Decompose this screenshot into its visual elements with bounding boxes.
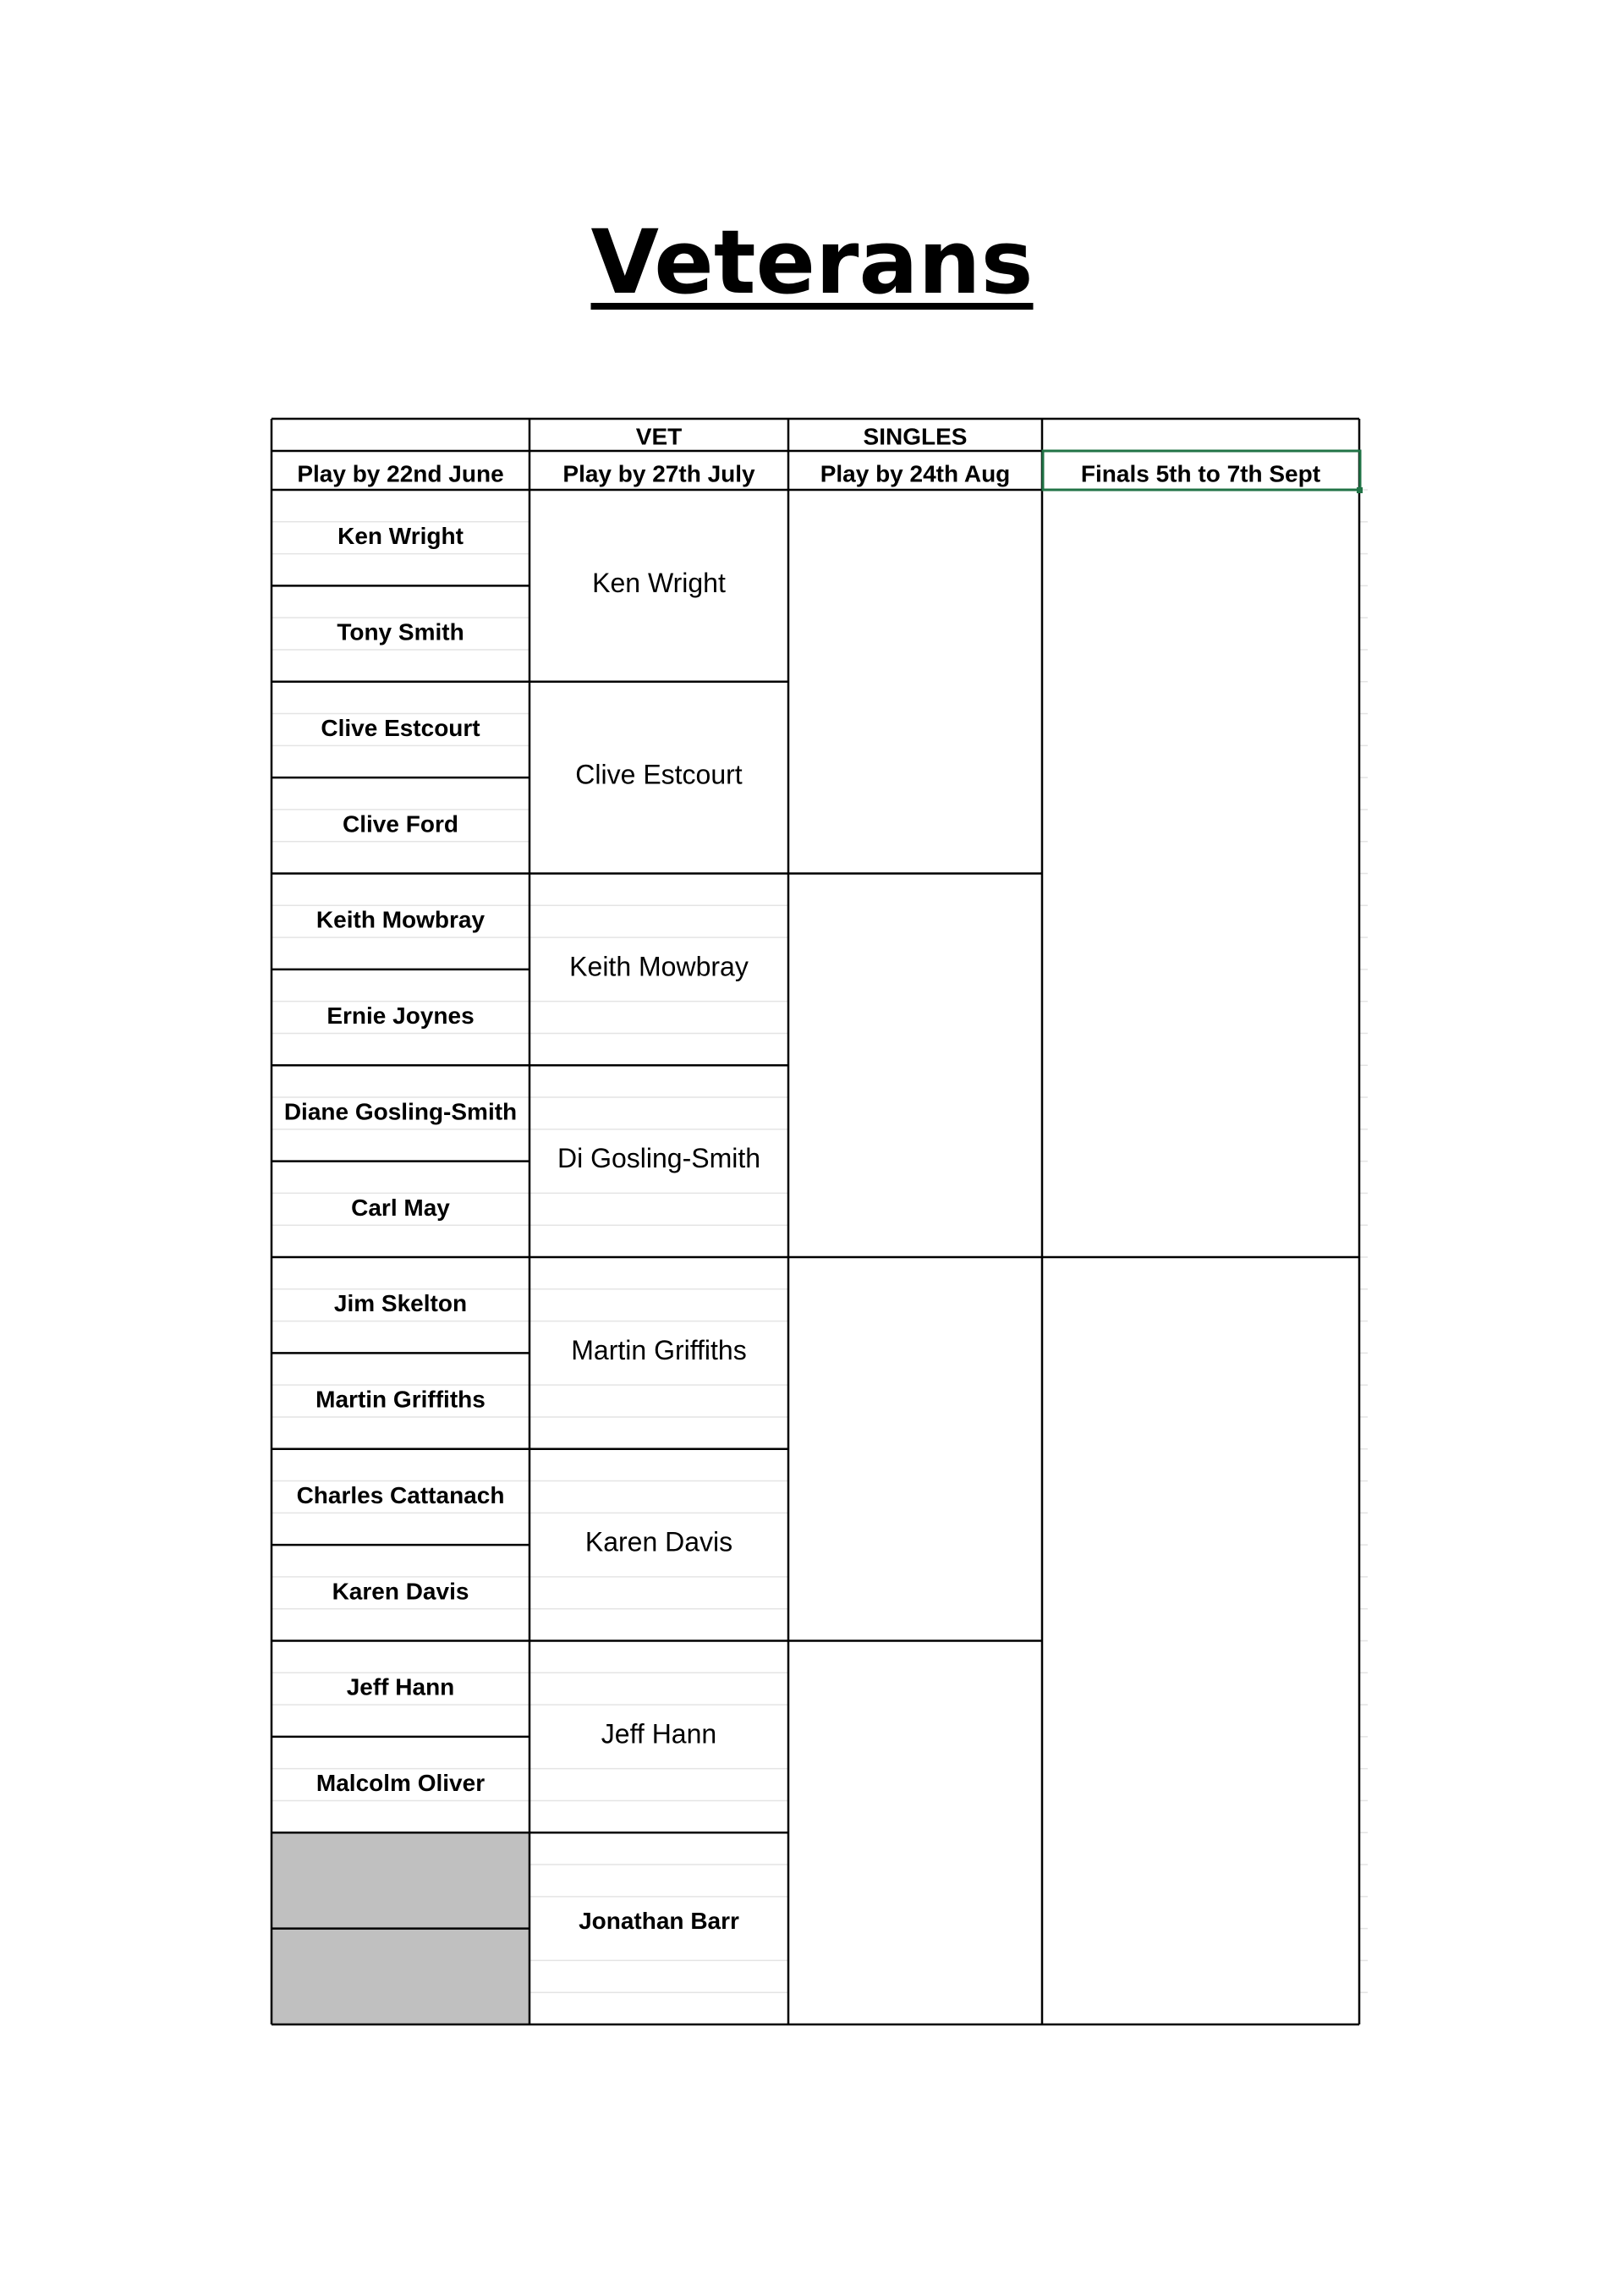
round1-player[interactable]: Ken Wright <box>337 523 464 550</box>
round2-player[interactable]: Martin Griffiths <box>571 1334 747 1365</box>
round1-player[interactable]: Karen Davis <box>332 1578 469 1605</box>
round1-player[interactable]: Jeff Hann <box>346 1673 455 1700</box>
round1-player[interactable]: Diane Gosling-Smith <box>283 1098 518 1125</box>
round2-player[interactable]: Jonathan Barr <box>579 1908 739 1935</box>
bye-cell[interactable] <box>272 1929 529 2024</box>
round-header[interactable]: Play by 24th Aug <box>820 460 1011 487</box>
round1-player[interactable]: Clive Estcourt <box>321 714 480 741</box>
round-header[interactable]: Play by 22nd June <box>297 460 504 487</box>
round2-player[interactable]: Karen Davis <box>584 1526 733 1557</box>
round1-player[interactable]: Tony Smith <box>337 618 464 645</box>
round2-player[interactable]: Ken Wright <box>592 567 726 598</box>
round2-player[interactable]: Keith Mowbray <box>569 951 749 982</box>
round1-player[interactable]: Clive Ford <box>343 810 458 838</box>
round2-player[interactable]: Jeff Hann <box>601 1718 717 1749</box>
round1-player[interactable]: Malcolm Oliver <box>315 1770 486 1797</box>
round1-player[interactable]: Keith Mowbray <box>315 906 486 933</box>
round1-player[interactable]: Jim Skelton <box>333 1290 468 1317</box>
round-header[interactable]: Finals 5th to 7th Sept <box>1080 460 1321 487</box>
header-group-label[interactable]: VET <box>635 423 683 450</box>
fill-handle[interactable] <box>1357 487 1363 493</box>
header-group-label[interactable]: SINGLES <box>863 423 968 450</box>
round1-player[interactable]: Ernie Joynes <box>326 1002 475 1030</box>
page-title-text: Veterans <box>590 211 1034 314</box>
round2-player[interactable]: Di Gosling-Smith <box>557 1143 761 1174</box>
round2-player[interactable]: Clive Estcourt <box>575 759 743 790</box>
bye-cell[interactable] <box>272 1832 529 1928</box>
round1-player[interactable]: Carl May <box>351 1194 450 1221</box>
round1-player[interactable]: Martin Griffiths <box>315 1386 486 1413</box>
round-header[interactable]: Play by 27th July <box>562 460 755 487</box>
round1-player[interactable]: Charles Cattanach <box>296 1481 505 1508</box>
